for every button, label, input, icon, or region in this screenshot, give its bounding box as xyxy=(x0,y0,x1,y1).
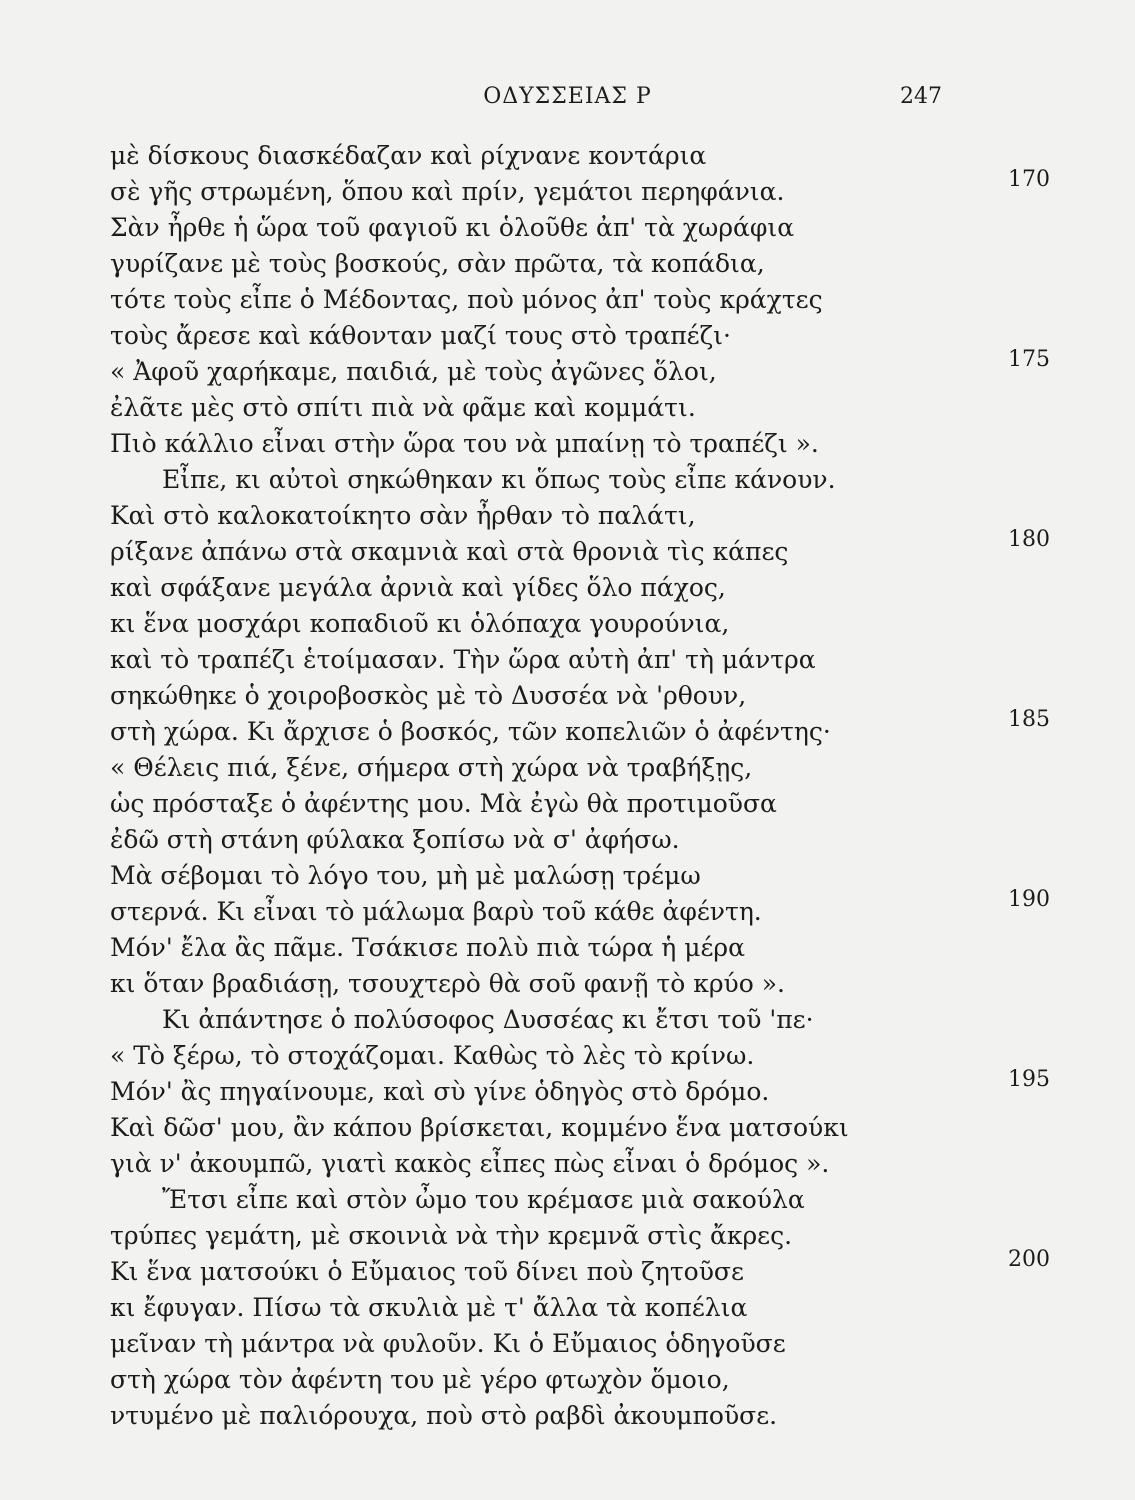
verse-text: ἐδῶ στὴ στάνη φύλακα ξοπίσω νὰ σ' ἀφήσω. xyxy=(110,825,680,854)
verse-line xyxy=(110,858,1010,894)
poem-text xyxy=(110,138,1050,1434)
verse-text: Κι ἕνα ματσούκι ὁ Εὔμαιος τοῦ δίνει ποὺ ζητοῦσε xyxy=(110,1257,744,1286)
verse-text: στερνά. Κι εἶναι τὸ μάλωμα βαρὺ τοῦ κάθε ἀφέντη. xyxy=(110,897,762,926)
verse-line xyxy=(110,1218,1010,1254)
verse-text: « Τὸ ξέρω, τὸ στοχάζομαι. Καθὼς τὸ λὲς τὸ κρίνω. xyxy=(110,1041,755,1070)
verse-text: κι ὅταν βραδιάσῃ, τσουχτερὸ θὰ σοῦ φανῇ τὸ κρύο ». xyxy=(110,969,785,998)
verse-line xyxy=(110,347,1050,390)
verse-text: στὴ χώρα τὸν ἀφέντη του μὲ γέρο φτωχὸν ὅμοιο, xyxy=(110,1365,730,1394)
line-number: 180 xyxy=(1008,527,1050,552)
verse-text: Μόν' ἂς πηγαίνουμε, καὶ σὺ γίνε ὁδηγὸς στὸ δρόμο. xyxy=(110,1077,770,1106)
verse-text: Κι ἀπάντησε ὁ πολύσοφος Δυσσέας κι ἔτσι τοῦ 'πε· xyxy=(162,1005,814,1034)
verse-line xyxy=(110,1290,1010,1326)
verse-line xyxy=(110,1398,1010,1434)
verse-text: τότε τοὺς εἶπε ὁ Μέδοντας, ποὺ μόνος ἀπ' τοὺς κράχτες xyxy=(110,285,823,314)
verse-line xyxy=(110,318,1010,354)
verse-line xyxy=(110,570,1010,606)
verse-text: Καὶ στὸ καλοκατοίκητο σὰν ἦρθαν τὸ παλάτι, xyxy=(110,501,696,530)
verse-line xyxy=(110,1182,1010,1218)
verse-text: Πιὸ κάλλιο εἶναι στὴν ὥρα του νὰ μπαίνῃ τὸ τραπέζι ». xyxy=(110,429,819,458)
line-number: 175 xyxy=(1008,347,1050,372)
verse-text: καὶ σφάξανε μεγάλα ἀρνιὰ καὶ γίδες ὅλο πάχος, xyxy=(110,573,726,602)
line-number: 195 xyxy=(1008,1067,1050,1092)
verse-line xyxy=(110,167,1050,210)
verse-text: ὡς πρόσταξε ὁ ἀφέντης μου. Μὰ ἐγὼ θὰ προτιμοῦσα xyxy=(110,789,777,818)
verse-line xyxy=(110,642,1010,678)
verse-line xyxy=(110,498,1010,534)
verse-text: μεῖναν τὴ μάντρα νὰ φυλοῦν. Κι ὁ Εὔμαιος ὁδηγοῦσε xyxy=(110,1329,786,1358)
verse-line xyxy=(110,426,1010,462)
verse-line xyxy=(110,822,1010,858)
verse-line xyxy=(110,786,1010,822)
verse-text: Μόν' ἔλα ἂς πᾶμε. Τσάκισε πολὺ πιὰ τώρα ἡ μέρα xyxy=(110,933,745,962)
verse-line xyxy=(110,606,1010,642)
verse-line xyxy=(110,707,1050,750)
verse-text: τοὺς ἄρεσε καὶ κάθονταν μαζί τους στὸ τραπέζι· xyxy=(110,321,731,350)
verse-line xyxy=(110,1067,1050,1110)
verse-line xyxy=(110,246,1010,282)
verse-line xyxy=(110,462,1010,498)
line-number: 185 xyxy=(1008,707,1050,732)
verse-text: ρίξανε ἀπάνω στὰ σκαμνιὰ καὶ στὰ θρονιὰ τὶς κάπες xyxy=(110,537,789,566)
verse-line xyxy=(110,210,1010,246)
verse-line xyxy=(110,1038,1010,1074)
verse-text: ἐλᾶτε μὲς στὸ σπίτι πιὰ νὰ φᾶμε καὶ κομμάτι. xyxy=(110,393,696,422)
verse-text: στὴ χώρα. Κι ἄρχισε ὁ βοσκός, τῶν κοπελιῶν ὁ ἀφέντης· xyxy=(110,717,831,746)
verse-text: Εἶπε, κι αὐτοὶ σηκώθηκαν κι ὅπως τοὺς εἶπε κάνουν. xyxy=(162,465,836,494)
verse-line xyxy=(110,1247,1050,1290)
verse-line xyxy=(110,1146,1010,1182)
verse-line xyxy=(110,1362,1010,1398)
verse-text: Σὰν ἦρθε ἡ ὥρα τοῦ φαγιοῦ κι ὁλοῦθε ἀπ' τὰ χωράφια xyxy=(110,213,795,242)
verse-text: κι ἕνα μοσχάρι κοπαδιοῦ κι ὁλόπαχα γουρούνια, xyxy=(110,609,730,638)
verse-text: γιὰ ν' ἀκουμπῶ, γιατὶ κακὸς εἶπες πὼς εἶναι ὁ δρόμος ». xyxy=(110,1149,830,1178)
verse-line xyxy=(110,527,1050,570)
page-number: 247 xyxy=(900,84,942,109)
verse-line xyxy=(110,887,1050,930)
verse-text: « Θέλεις πιά, ξένε, σήμερα στὴ χώρα νὰ τραβήξῃς, xyxy=(110,753,753,782)
verse-text: μὲ δίσκους διασκέδαζαν καὶ ρίχνανε κοντάρια xyxy=(110,141,707,170)
verse-text: « Ἀφοῦ χαρήκαμε, παιδιά, μὲ τοὺς ἀγῶνες ὅλοι, xyxy=(110,357,717,386)
verse-text: ντυμένο μὲ παλιόρουχα, ποὺ στὸ ραβδὶ ἀκουμποῦσε. xyxy=(110,1401,778,1430)
verse-text: Μὰ σέβομαι τὸ λόγο του, μὴ μὲ μαλώσῃ τρέμω xyxy=(110,861,701,890)
verse-text: γυρίζανε μὲ τοὺς βοσκούς, σὰν πρῶτα, τὰ κοπάδια, xyxy=(110,249,765,278)
verse-text: σηκώθηκε ὁ χοιροβοσκὸς μὲ τὸ Δυσσέα νὰ 'ρθουν, xyxy=(110,681,747,710)
line-number: 170 xyxy=(1008,167,1050,192)
verse-text: καὶ τὸ τραπέζι ἑτοίμασαν. Τὴν ὥρα αὐτὴ ἀπ' τὴ μάντρα xyxy=(110,645,816,674)
verse-line xyxy=(110,750,1010,786)
verse-line xyxy=(110,282,1010,318)
verse-line xyxy=(110,1002,1010,1038)
running-header-title: ΟΔΥΣΣΕΙΑΣ Ρ xyxy=(483,84,652,109)
verse-line xyxy=(110,138,1010,174)
verse-line xyxy=(110,1110,1010,1146)
verse-text: κι ἔφυγαν. Πίσω τὰ σκυλιὰ μὲ τ' ἄλλα τὰ κοπέλια xyxy=(110,1293,748,1322)
verse-line xyxy=(110,966,1010,1002)
verse-line xyxy=(110,930,1010,966)
verse-line xyxy=(110,678,1010,714)
verse-line xyxy=(110,390,1010,426)
line-number: 200 xyxy=(1008,1247,1050,1272)
verse-text: τρύπες γεμάτη, μὲ σκοινιὰ νὰ τὴν κρεμνᾶ στὶς ἄκρες. xyxy=(110,1221,793,1250)
verse-text: Καὶ δῶσ' μου, ἂν κάπου βρίσκεται, κομμένο ἕνα ματσούκι xyxy=(110,1113,849,1142)
verse-line xyxy=(110,1326,1010,1362)
line-number: 190 xyxy=(1008,887,1050,912)
verse-text: Ἔτσι εἶπε καὶ στὸν ὦμο του κρέμασε μιὰ σακούλα xyxy=(162,1185,805,1214)
verse-text: σὲ γῆς στρωμένη, ὅπου καὶ πρίν, γεμάτοι περηφάνια. xyxy=(110,177,785,206)
